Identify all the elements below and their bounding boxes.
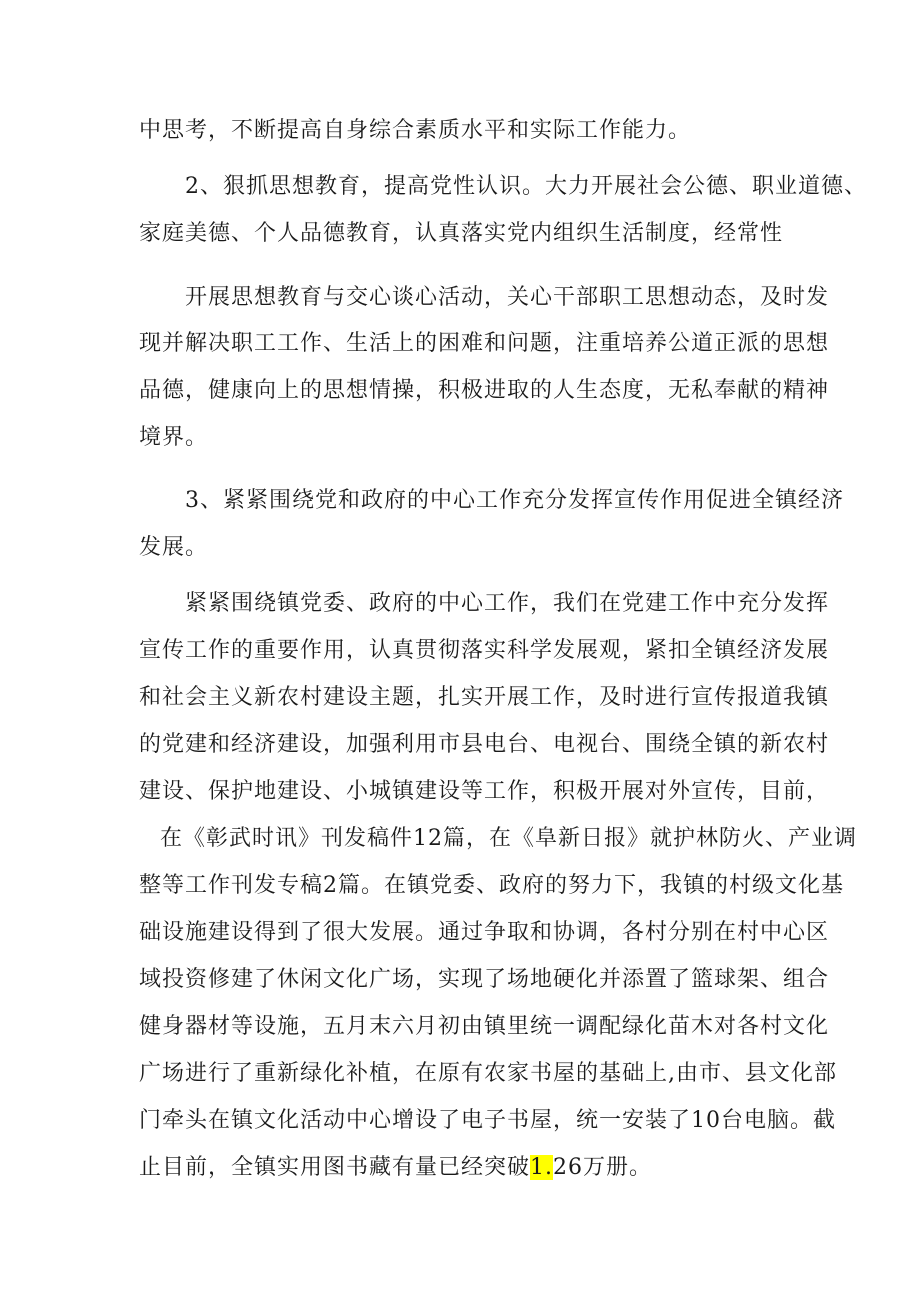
text-line-2: 2、狠抓思想教育，提高党性认识。大力开展社会公德、职业道德、 xyxy=(185,174,867,199)
text-line-14: 建设、保护地建设、小城镇建设等工作，积极开展对外宣传，目前， xyxy=(139,779,830,804)
text-line-10: 紧紧围绕镇党委、政府的中心工作，我们在党建工作中充分发挥 xyxy=(185,591,830,616)
text-line-18: 域投资修建了休闲文化广场，实现了场地硬化并添置了篮球架、组合 xyxy=(139,967,830,992)
text-line-9: 发展。 xyxy=(139,535,209,560)
text-line-7: 境界。 xyxy=(139,425,209,450)
text-line-6: 品德，健康向上的思想情操，积极进取的人生态度，无私奉献的精神 xyxy=(139,378,830,403)
text-line-20: 广场进行了重新绿化补植，在原有农家书屋的基础上,由市、县文化部 xyxy=(139,1061,837,1086)
text-segment: 26万册。 xyxy=(553,1155,653,1180)
text-line-15: 在《彰武时讯》刊发稿件12篇，在《阜新日报》就护林防火、产业调 xyxy=(160,826,857,851)
highlighted-text: 1. xyxy=(530,1155,554,1180)
text-line-16: 整等工作刊发专稿2篇。在镇党委、政府的努力下，我镇的村级文化基 xyxy=(139,873,844,898)
text-line-3: 家庭美德、个人品德教育，认真落实党内组织生活制度，经常性 xyxy=(139,221,784,246)
text-line-8: 3、紧紧围绕党和政府的中心工作充分发挥宣传作用促进全镇经济 xyxy=(185,488,844,513)
text-line-1: 中思考，不断提高自身综合素质水平和实际工作能力。 xyxy=(139,118,692,143)
text-line-13: 的党建和经济建设，加强利用市县电台、电视台、围绕全镇的新农村 xyxy=(139,732,830,757)
text-line-4: 开展思想教育与交心谈心活动，关心干部职工思想动态，及时发 xyxy=(185,285,830,310)
text-line-11: 宣传工作的重要作用，认真贯彻落实科学发展观，紧扣全镇经济发展 xyxy=(139,638,830,663)
text-segment: 止目前，全镇实用图书藏有量已经突破 xyxy=(139,1155,531,1180)
text-line-21: 门牵头在镇文化活动中心增设了电子书屋，统一安装了10台电脑。截 xyxy=(139,1108,836,1133)
text-line-12: 和社会主义新农村建设主题，扎实开展工作，及时进行宣传报道我镇 xyxy=(139,685,830,710)
text-line-19: 健身器材等设施，五月末六月初由镇里统一调配绿化苗木对各村文化 xyxy=(139,1014,830,1039)
text-line-5: 现并解决职工工作、生活上的困难和问题，注重培养公道正派的思想 xyxy=(139,331,830,356)
text-line-22 xyxy=(139,1153,652,1183)
text-line-17: 础设施建设得到了很大发展。通过争取和协调，各村分别在村中心区 xyxy=(139,920,830,945)
